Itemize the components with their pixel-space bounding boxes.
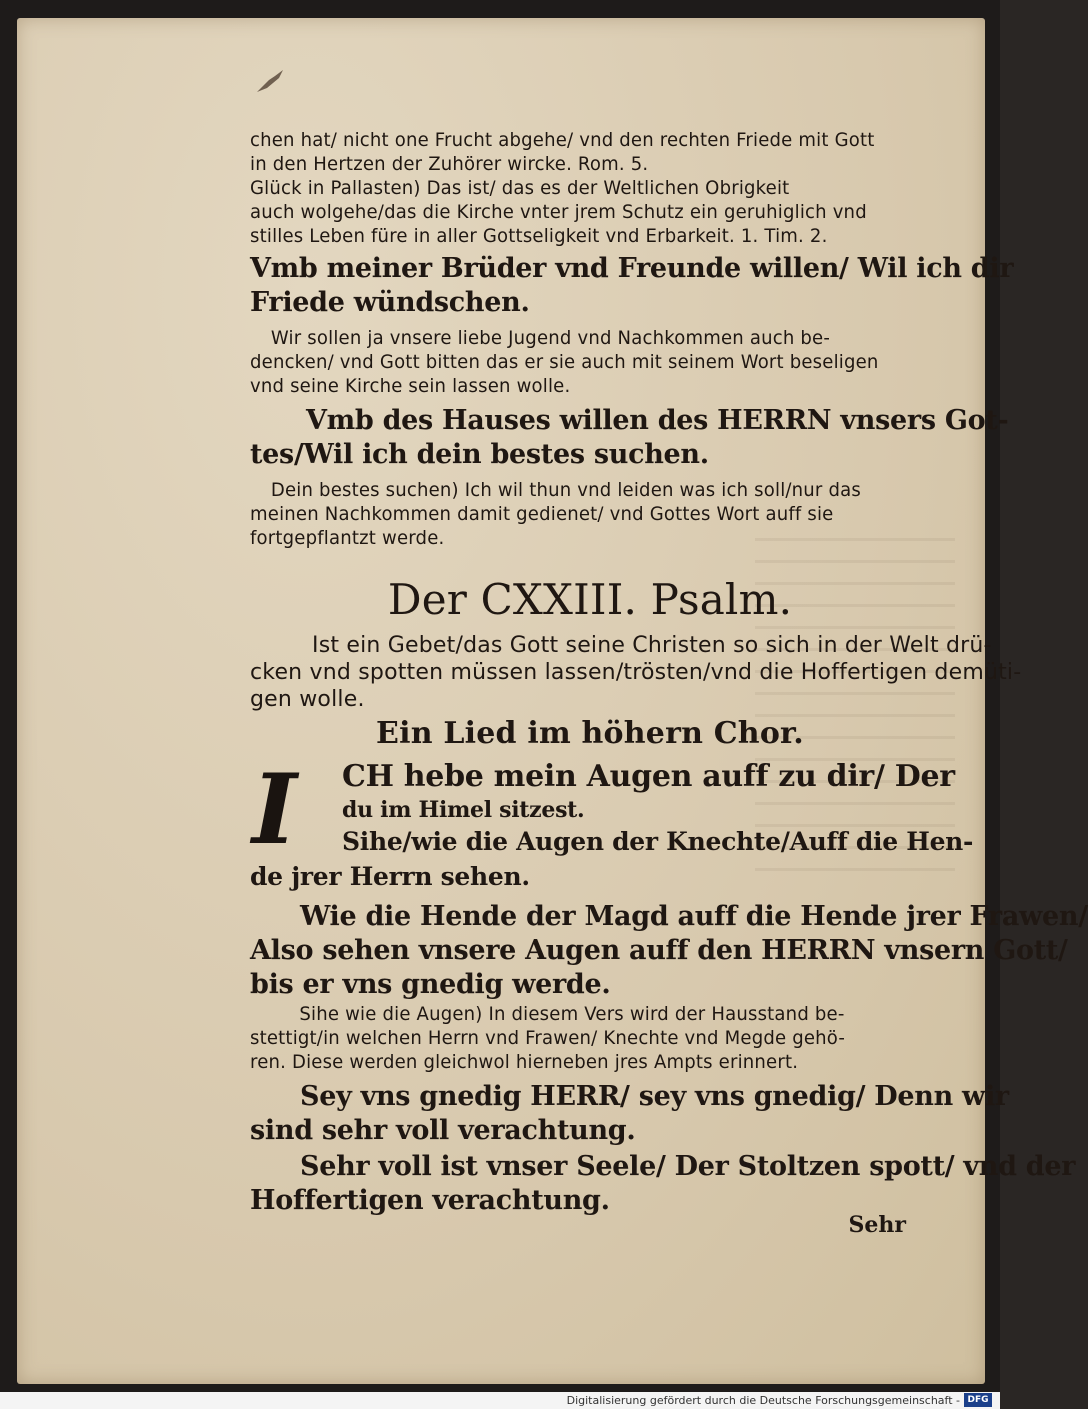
verse-line: de jrer Herrn sehen.: [250, 862, 530, 891]
verse-line: bis er vns gnedig werde.: [250, 969, 611, 1000]
verse-line: Also sehen vnsere Augen auff den HERRN vnsern Gott/: [250, 935, 1068, 966]
verse-line: Sehr voll ist vnser Seele/ Der Stoltzen spott/ vnd der: [300, 1151, 1076, 1182]
verse-line: sind sehr voll verachtung.: [250, 1115, 636, 1146]
commentary-line: meinen Nachkommen damit gedienet/ vnd Gottes Wort auff sie: [250, 503, 834, 525]
commentary-line: Sihe wie die Augen) In diesem Vers wird der Hausstand be-: [299, 1003, 845, 1025]
commentary-line: dencken/ vnd Gott bitten das er sie auch mit seinem Wort beseligen: [250, 351, 879, 373]
verse-line: Vmb meiner Brüder vnd Freunde willen/ Wil ich dir: [250, 253, 1014, 284]
verse-block-3: [250, 753, 974, 894]
verse-block-6: [250, 1150, 1076, 1218]
text-line: auch wolgehe/das die Kirche vnter jrem Schutz ein geruhiglich vnd: [250, 201, 867, 223]
verse-line: du im Himel sitzest.: [342, 797, 585, 823]
commentary-line: vnd seine Kirche sein lassen wolle.: [250, 375, 571, 397]
catchword: Sehr: [848, 1212, 906, 1238]
commentary-line: Dein bestes suchen) Ich wil thun vnd leiden was ich soll/nur das: [270, 479, 861, 501]
text-line: in den Hertzen der Zuhörer wircke. Rom. 5.: [250, 153, 649, 175]
song-title: Ein Lied im höhern Chor.: [376, 716, 804, 751]
verse-line: Vmb des Hauses willen des HERRN vnsers Got-: [306, 405, 1009, 436]
dfg-logo: DFG: [964, 1393, 992, 1407]
psalm-title: Der CXXIII. Psalm.: [387, 575, 793, 624]
text-line: Glück in Pallasten) Das ist/ das es der Weltlichen Obrigkeit: [250, 177, 790, 199]
text-line: stilles Leben füre in aller Gottseligkeit vnd Erbarkeit. 1. Tim. 2.: [250, 225, 828, 247]
note-block-2: [250, 478, 930, 550]
note-block-3: [250, 1002, 930, 1074]
verse-block-1: [250, 252, 1014, 320]
verse-line: CH hebe mein Augen auff zu dir/ Der: [342, 759, 955, 794]
verse-line: Hoffertigen verachtung.: [250, 1185, 610, 1216]
funding-credit: Digitalisierung gefördert durch die Deutsche Forschungsgemeinschaft -: [566, 1394, 960, 1407]
commentary-line: Wir sollen ja vnsere liebe Jugend vnd Nachkommen auch be-: [270, 327, 831, 349]
verse-line: tes/Wil ich dein bestes suchen.: [250, 439, 709, 470]
commentary-line: fortgepflantzt werde.: [250, 527, 445, 549]
verse-line: Sihe/wie die Augen der Knechte/Auff die Hen-: [342, 827, 974, 856]
opening-lines: [250, 128, 930, 248]
text-line: chen hat/ nicht one Frucht abgehe/ vnd den rechten Friede mit Gott: [250, 129, 875, 151]
verse-line: Wie die Hende der Magd auff die Hende jrer Frawen/: [300, 901, 1088, 932]
footer-bar: [0, 1392, 1000, 1409]
verse-block-2: [250, 404, 1009, 472]
psalm-heading: [250, 574, 930, 626]
commentary-line: stettigt/in welchen Herrn vnd Frawen/ Knechte vnd Megde gehö-: [250, 1027, 846, 1049]
summary-line: cken vnd spotten müssen lassen/trösten/vnd die Hoffertigen demüti-: [250, 660, 1022, 685]
verse-block-4: [250, 900, 1088, 1002]
note-block-1: [250, 326, 930, 398]
summary-line: gen wolle.: [250, 687, 365, 712]
summary-line: Ist ein Gebet/das Gott seine Christen so sich in der Welt drü-: [312, 633, 992, 658]
verse-block-5: [250, 1080, 1009, 1148]
psalm-summary: [250, 632, 1022, 713]
verse-line: Sey vns gnedig HERR/ sey vns gnedig/ Denn wir: [300, 1081, 1009, 1112]
decorated-initial: I: [252, 753, 297, 866]
ink-stain: [253, 66, 293, 96]
song-heading: [250, 714, 930, 754]
verse-line: Friede wündschen.: [250, 287, 530, 318]
commentary-line: ren. Diese werden gleichwol hierneben jres Ampts erinnert.: [250, 1051, 799, 1073]
